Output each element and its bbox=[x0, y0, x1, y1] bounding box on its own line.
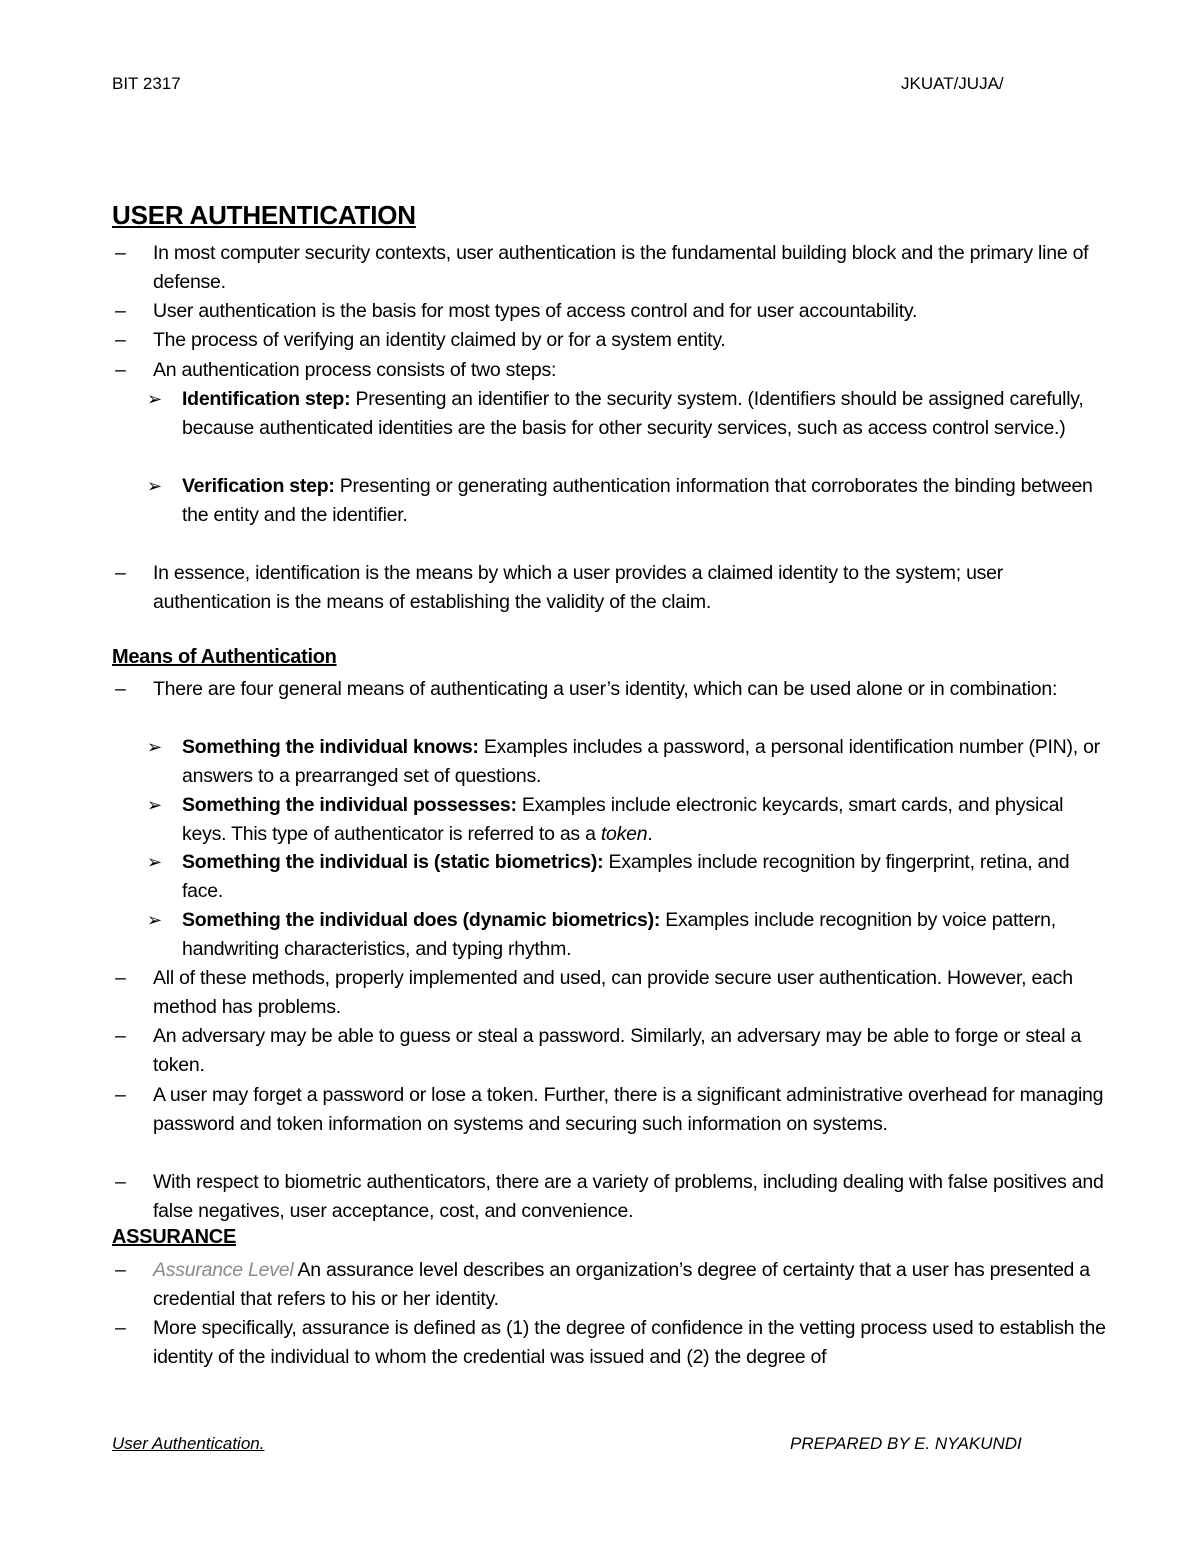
means-item-5: – With respect to biometric authenticators, there are a variety of problems, including dealing with false positives and false negatives, user acceptance, cost, and convenience. bbox=[153, 1168, 1113, 1226]
assurance-level-term: Assurance Level bbox=[153, 1259, 294, 1281]
means-knows-label: Something the individual knows: bbox=[182, 736, 479, 758]
footer-author: PREPARED BY E. NYAKUNDI bbox=[790, 1434, 1022, 1453]
means-knows-text: Examples includes a password, a personal identification number (PIN), or answers to a prearranged set of questions. bbox=[182, 736, 1100, 787]
intro-item-5: – In essence, identification is the means by which a user provides a claimed identity to the system; user authentication is the means of establishing the validity of the claim. bbox=[153, 559, 1113, 617]
verification-step-label: Verification step: bbox=[182, 475, 335, 497]
page-title: USER AUTHENTICATION bbox=[112, 200, 416, 230]
intro-item-4: – An authentication process consists of two steps: bbox=[153, 356, 1113, 385]
footer-doc-title: User Authentication. bbox=[112, 1434, 265, 1453]
verification-step-text: Presenting or generating authentication information that corroborates the binding between the entity and the identifier. bbox=[182, 475, 1093, 526]
assurance-item-2: – More specifically, assurance is defined as (1) the degree of confidence in the vetting process used to establish the identity of the individual to whom the credential was issued and (2) the degree of bbox=[153, 1314, 1113, 1372]
intro-item-2: – User authentication is the basis for most types of access control and for user accountability. bbox=[153, 297, 1113, 326]
means-possesses-text: Examples include electronic keycards, smart cards, and physical keys. This type of authenticator is referred to as a bbox=[182, 794, 1064, 845]
means-item-3: – An adversary may be able to guess or steal a password. Similarly, an adversary may be able to forge or steal a token. bbox=[153, 1022, 1113, 1080]
intro-item-1: – In most computer security contexts, user authentication is the fundamental building block and the primary line of defense. bbox=[153, 239, 1113, 297]
intro-item-3: – The process of verifying an identity claimed by or for a system entity. bbox=[153, 326, 1113, 355]
means-item-2: – All of these methods, properly implemented and used, can provide secure user authentication. However, each method has problems. bbox=[153, 964, 1113, 1022]
identification-step-label: Identification step: bbox=[182, 388, 351, 410]
identification-step-item bbox=[182, 385, 1102, 443]
header-course-code: BIT 2317 bbox=[112, 74, 181, 93]
means-knows-item bbox=[182, 733, 1102, 791]
token-term: token bbox=[600, 823, 648, 845]
means-does-label: Something the individual does (dynamic biometrics): bbox=[182, 909, 661, 931]
identification-step-text: Presenting an identifier to the security system. (Identifiers should be assigned carefully, because authenticated identities are the basis for other security services, such as access control service.) bbox=[182, 388, 1084, 439]
means-possesses-end: . bbox=[647, 823, 653, 845]
assurance-level-text: An assurance level describes an organization’s degree of certainty that a user has presented a credential that refers to his or her identity. bbox=[153, 1259, 1090, 1310]
means-item-1: – There are four general means of authenticating a user’s identity, which can be used alone or in combination: bbox=[153, 675, 1113, 704]
means-does-item bbox=[182, 906, 1102, 964]
verification-step-item bbox=[182, 472, 1102, 530]
means-is-label: Something the individual is (static biometrics): bbox=[182, 851, 604, 873]
means-heading: Means of Authentication bbox=[112, 646, 337, 668]
header-institution: JKUAT/JUJA/ bbox=[901, 74, 1004, 93]
means-possesses-item bbox=[182, 791, 1102, 849]
means-is-text: Examples include recognition by fingerprint, retina, and face. bbox=[182, 851, 1070, 902]
means-is-item bbox=[182, 848, 1102, 906]
assurance-heading: ASSURANCE bbox=[112, 1226, 236, 1248]
means-possesses-label: Something the individual possesses: bbox=[182, 794, 517, 816]
means-does-text: Examples include recognition by voice pattern, handwriting characteristics, and typing rhythm. bbox=[182, 909, 1056, 960]
means-item-4: – A user may forget a password or lose a token. Further, there is a significant administrative overhead for managing password and token information on systems and securing such information on systems. bbox=[153, 1081, 1113, 1139]
assurance-item-1 bbox=[153, 1256, 1113, 1314]
